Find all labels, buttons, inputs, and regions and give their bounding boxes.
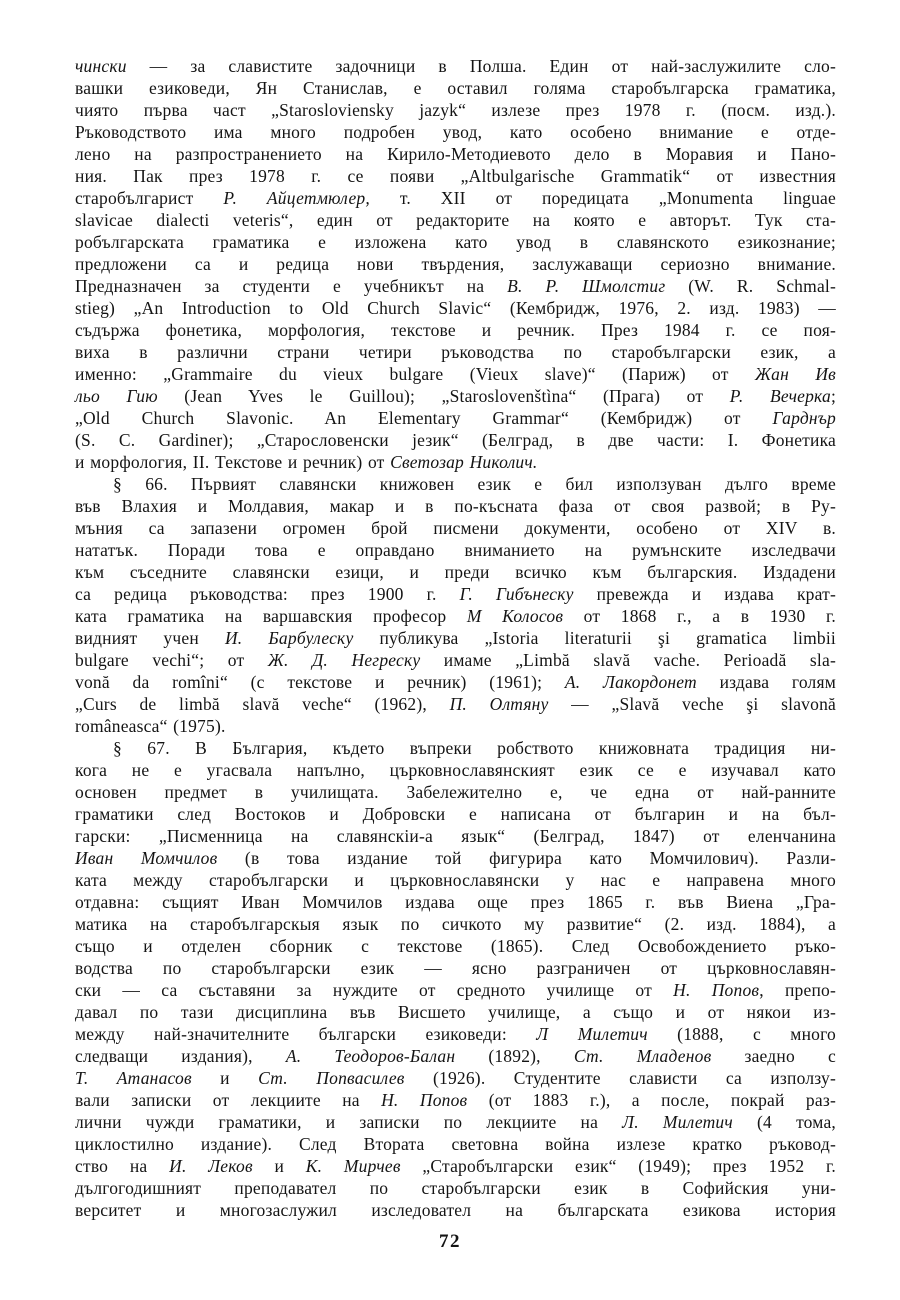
text-segment: следващи издания), bbox=[75, 1046, 286, 1066]
text-line bbox=[75, 363, 836, 385]
text-segment: , препо- bbox=[759, 980, 836, 1000]
text-segment: от 1868 г., а в 1930 г. bbox=[563, 606, 837, 626]
italic-text-segment: Ст. Младенов bbox=[573, 1046, 712, 1066]
text-line bbox=[75, 209, 836, 231]
text-line bbox=[75, 1155, 836, 1177]
text-segment: (1892), bbox=[455, 1046, 574, 1066]
italic-text-segment: А. Лакордонет bbox=[564, 672, 697, 692]
text-segment: — за славистите задочници в Полша. Един от най-заслужилите сло- bbox=[126, 56, 836, 76]
text-segment: са редица ръководства: през 1900 г. bbox=[75, 584, 460, 604]
italic-text-segment: Гарднър bbox=[772, 408, 836, 428]
text-line bbox=[75, 935, 836, 957]
text-line bbox=[75, 671, 836, 693]
text-segment: и морфология, II. Текстове и речник) от bbox=[75, 452, 391, 472]
text-line bbox=[75, 473, 836, 495]
text-segment: лични чужди граматики, и записки по лекциите на bbox=[75, 1112, 623, 1132]
text-line bbox=[75, 847, 836, 869]
text-segment: основен предмет в училищата. Забележително е, че една от най-ранните bbox=[75, 782, 836, 802]
text-segment: ката граматика на варшавския професор bbox=[75, 606, 467, 626]
text-segment: матика на старобългарскыя язык по сичкото му развитие“ (2. изд. 1884), а bbox=[75, 914, 836, 934]
text-segment: публикува „Istoria literaturii şi gramatica limbii bbox=[353, 628, 836, 648]
text-segment: между най-значителните български езиковеди: bbox=[75, 1024, 537, 1044]
text-segment: имаме „Limbă slavă vache. Perioadă sla- bbox=[420, 650, 836, 670]
text-segment: чиято първа част „Starosloviensky jazyk“ излезе през 1978 г. (посм. изд.). bbox=[75, 100, 836, 120]
italic-text-segment: Р. Вечерка bbox=[729, 386, 831, 406]
text-segment: — „Slavă veche şi slavonă bbox=[548, 694, 836, 714]
text-line bbox=[75, 913, 836, 935]
text-segment: превежда и издава крат- bbox=[573, 584, 836, 604]
text-segment: (S. C. Gardiner); „Старословенски језик“ (Белград, в две части: I. Фонетика bbox=[75, 430, 836, 450]
text-segment: и bbox=[191, 1068, 259, 1088]
text-line bbox=[75, 715, 836, 737]
italic-text-segment: В. Р. Шмолстиг bbox=[507, 276, 666, 296]
text-segment: ство на bbox=[75, 1156, 170, 1176]
italic-text-segment: Иван Момчилов bbox=[75, 848, 218, 868]
text-line bbox=[75, 1023, 836, 1045]
text-line bbox=[75, 275, 836, 297]
text-segment: виха в различни страни четири ръководства по старобългарски език, а bbox=[75, 342, 836, 362]
text-line bbox=[75, 1177, 836, 1199]
italic-text-segment: Г. Гибънеску bbox=[459, 584, 574, 604]
text-line bbox=[75, 319, 836, 341]
text-segment: дългогодишният преподавател по старобългарски език в Софийския уни- bbox=[75, 1178, 836, 1198]
text-line bbox=[75, 55, 836, 77]
text-line bbox=[75, 253, 836, 275]
italic-text-segment: А. Теодоров-Балан bbox=[285, 1046, 456, 1066]
text-line bbox=[75, 539, 836, 561]
text-segment: нататък. Поради това е оправдано вниманието на румънските изследвачи bbox=[75, 540, 836, 560]
text-line bbox=[75, 341, 836, 363]
text-segment: (в това издание той фигурира като Момчилович). Разли- bbox=[217, 848, 836, 868]
text-line bbox=[75, 517, 836, 539]
text-segment: видният учен bbox=[75, 628, 225, 648]
text-segment: slavicae dialecti veteris“, един от редакторите на която е авторът. Тук ста- bbox=[75, 210, 836, 230]
text-segment: верситет и многозаслужил изследовател на българската езикова история bbox=[75, 1200, 836, 1220]
text-segment: мъния са запазени огромен брой писмени документи, особено от XIV в. bbox=[75, 518, 836, 538]
text-line bbox=[75, 165, 836, 187]
text-segment: лено на разпространението на Кирило-Методиевото дело в Моравия и Пано- bbox=[75, 144, 836, 164]
text-line bbox=[75, 583, 836, 605]
text-segment: „Old Church Slavonic. An Elementary Grammar“ (Кембридж) от bbox=[75, 408, 773, 428]
text-line bbox=[75, 561, 836, 583]
text-segment: ния. Пак през 1978 г. се появи „Altbulgarische Grammatik“ от известния bbox=[75, 166, 836, 186]
page-footer bbox=[0, 1231, 900, 1253]
italic-text-segment: Светозар Николич. bbox=[390, 452, 538, 472]
italic-text-segment: М Колосов bbox=[466, 606, 564, 626]
text-line bbox=[75, 1045, 836, 1067]
text-segment: (от 1883 г.), а после, покрай раз- bbox=[467, 1090, 836, 1110]
italic-text-segment: Жан Ив bbox=[754, 364, 836, 384]
text-line bbox=[75, 627, 836, 649]
text-segment: „Старобългарски език“ (1949); през 1952 г. bbox=[400, 1156, 837, 1176]
text-segment: bulgare vechi“; от bbox=[75, 650, 268, 670]
text-line bbox=[75, 869, 836, 891]
text-segment: (1926). Студентите слависти са използу- bbox=[404, 1068, 836, 1088]
text-segment: (4 тома, bbox=[732, 1112, 836, 1132]
page-number: 72 bbox=[439, 1231, 461, 1252]
text-line bbox=[75, 231, 836, 253]
text-segment: давал по тази дисциплина във Висшето училище, а също и от някои из- bbox=[75, 1002, 836, 1022]
text-line bbox=[75, 1111, 836, 1133]
italic-text-segment: Н. Попов bbox=[381, 1090, 468, 1110]
text-segment: т. XII от поредицата „Monumenta linguae bbox=[369, 188, 836, 208]
text-line bbox=[75, 495, 836, 517]
text-segment: водства по старобългарски език — ясно разграничен от църковнославян- bbox=[75, 958, 836, 978]
italic-text-segment: Н. Попов bbox=[673, 980, 760, 1000]
text-segment: именно: „Grammaire du vieux bulgare (Vieux slave)“ (Париж) от bbox=[75, 364, 755, 384]
text-segment: предложени са и редица нови твърдения, заслужаващи сериозно внимание. bbox=[75, 254, 836, 274]
text-line bbox=[75, 891, 836, 913]
text-line bbox=[75, 77, 836, 99]
text-line bbox=[75, 759, 836, 781]
text-segment: (Jean Yves le Guillou); „Staroslovenštìna“ (Прага) от bbox=[157, 386, 730, 406]
text-line bbox=[75, 649, 836, 671]
italic-text-segment: Ст. Попвасилев bbox=[258, 1068, 405, 1088]
text-line bbox=[75, 825, 836, 847]
italic-text-segment: И. Барбулеску bbox=[224, 628, 354, 648]
text-segment: отдавна: същият Иван Момчилов издава още през 1865 г. във Виена „Гра- bbox=[75, 892, 836, 912]
text-line bbox=[75, 605, 836, 627]
text-line bbox=[75, 803, 836, 825]
text-segment: съдържа фонетика, морфология, текстове и речник. През 1984 г. се поя- bbox=[75, 320, 836, 340]
text-line bbox=[75, 297, 836, 319]
text-segment: гарски: „Писменница на славянскіи-а язык“ (Белград, 1847) от еленчанина bbox=[75, 826, 836, 846]
text-line bbox=[75, 693, 836, 715]
italic-text-segment: Л. Милетич bbox=[622, 1112, 733, 1132]
italic-text-segment: Ж. Д. Негреску bbox=[267, 650, 421, 670]
text-line bbox=[75, 451, 836, 473]
italic-text-segment: П. Олтяну bbox=[449, 694, 549, 714]
text-segment: ; bbox=[830, 386, 837, 406]
text-segment: робългарската граматика е изложена като увод в славянското езикознание; bbox=[75, 232, 836, 252]
text-line bbox=[75, 1067, 836, 1089]
text-segment: и bbox=[252, 1156, 306, 1176]
text-line bbox=[75, 1089, 836, 1111]
italic-text-segment: И. Леков bbox=[169, 1156, 253, 1176]
text-segment: циклостилно издание). След Втората световна война излезе кратко ръковод- bbox=[75, 1134, 836, 1154]
italic-text-segment: Т. Атанасов bbox=[75, 1068, 192, 1088]
text-segment: вали записки от лекциите на bbox=[75, 1090, 382, 1110]
italic-text-segment: чински bbox=[75, 56, 127, 76]
text-segment: (W. R. Schmal- bbox=[665, 276, 836, 296]
text-segment: româneasca“ (1975). bbox=[75, 716, 226, 736]
text-line bbox=[75, 99, 836, 121]
italic-text-segment: льо Гию bbox=[75, 386, 158, 406]
text-segment: заедно с bbox=[711, 1046, 836, 1066]
text-segment: Ръководството има много подробен увод, като особено внимание е отде- bbox=[75, 122, 836, 142]
text-line bbox=[75, 1199, 836, 1221]
text-segment: към съседните славянски езици, и преди всичко към българския. Издадени bbox=[75, 562, 836, 582]
text-segment: граматики след Востоков и Добровски е написана от българин и на бъл- bbox=[75, 804, 836, 824]
text-segment: „Curs de limbă slavă veche“ (1962), bbox=[75, 694, 450, 714]
text-segment: вашки езиковеди, Ян Станислав, е оставил голяма старобългарска граматика, bbox=[75, 78, 836, 98]
text-line bbox=[75, 187, 836, 209]
text-segment: издава голям bbox=[696, 672, 837, 692]
text-segment: § 67. В България, където въпреки робството книжовната традиция ни- bbox=[113, 738, 836, 758]
text-line bbox=[75, 957, 836, 979]
text-line bbox=[75, 1001, 836, 1023]
text-segment: кога не е угасвала напълно, църковнославянският език се е изучавал като bbox=[75, 760, 836, 780]
text-line bbox=[75, 1133, 836, 1155]
text-line bbox=[75, 143, 836, 165]
text-segment: (1888, с много bbox=[647, 1024, 836, 1044]
text-segment: ски — са съставяни за нуждите от средното училище от bbox=[75, 980, 674, 1000]
text-line bbox=[75, 407, 836, 429]
text-line bbox=[75, 121, 836, 143]
text-segment: stieg) „An Introduction to Old Church Slavic“ (Кембридж, 1976, 2. изд. 1983) — bbox=[75, 298, 836, 318]
text-line bbox=[75, 429, 836, 451]
text-segment: ката между старобългарски и църковнославянски у нас е направена много bbox=[75, 870, 836, 890]
text-segment: също и отделен сборник с текстове (1865). След Освобождението ръко- bbox=[75, 936, 836, 956]
italic-text-segment: Р. Айцетмюлер, bbox=[223, 188, 370, 208]
text-line bbox=[75, 781, 836, 803]
text-segment: старобългарист bbox=[75, 188, 224, 208]
text-line bbox=[75, 979, 836, 1001]
italic-text-segment: К. Мирчев bbox=[305, 1156, 401, 1176]
italic-text-segment: Л Милетич bbox=[536, 1024, 648, 1044]
text-segment: във Влахия и Молдавия, макар и в по-късната фаза от своя развой; в Ру- bbox=[75, 496, 836, 516]
text-segment: vonă da romîni“ (с текстове и речник) (1961); bbox=[75, 672, 565, 692]
text-line bbox=[75, 737, 836, 759]
text-line bbox=[75, 385, 836, 407]
text-segment: Предназначен за студенти е учебникът на bbox=[75, 276, 508, 296]
text-segment: § 66. Първият славянски книжовен език е бил използуван дълго време bbox=[113, 474, 836, 494]
